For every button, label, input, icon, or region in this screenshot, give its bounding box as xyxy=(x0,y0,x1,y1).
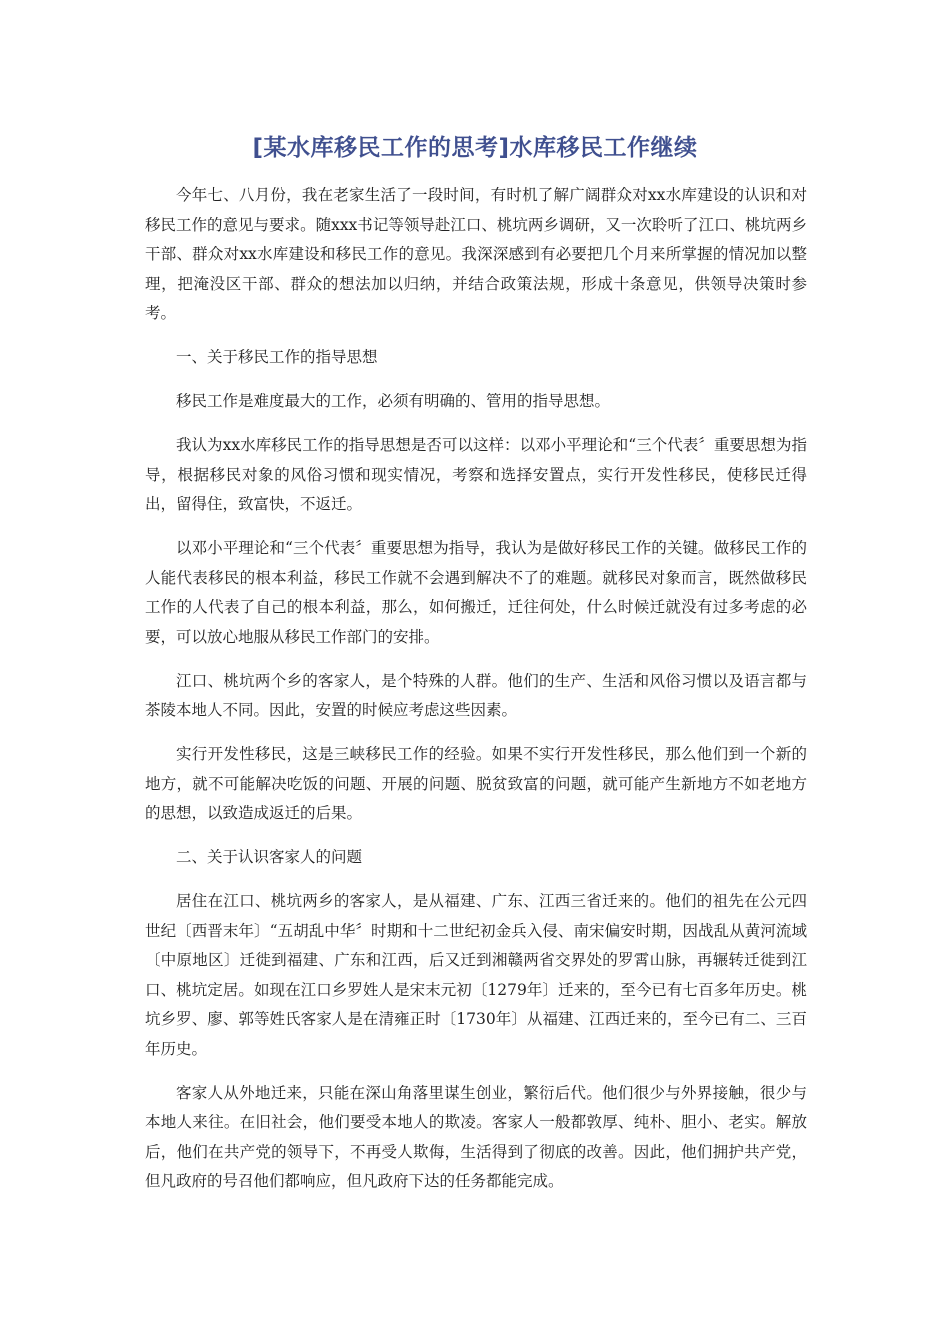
paragraph: 以邓小平理论和“三个代表〞重要思想为指导，我认为是做好移民工作的关键。做移民工作的人能代表移民的根本利益，移民工作就不会遇到解决不了的难题。就移民对象而言，既然做移民工作的人代表了自己的根本利益，那么，如何搬迁，迁往何处，什么时候迁就没有过多考虑的必要，可以放心地服从移民工作部门的安排。 xyxy=(145,539,807,646)
document-title: [某水库移民工作的思考]水库移民工作继续 xyxy=(252,135,698,161)
paragraph-intro: 今年七、八月份，我在老家生活了一段时间，有时机了解广阔群众对xx水库建设的认识和对移民工作的意见与要求。随xxx书记等领导赴江口、桃坑两乡调研，又一次聆听了江口、桃坑两乡干部、群众对xx水库建设和移民工作的意见。我深深感到有必要把几个月来所掌握的情况加以整理，把淹没区干部、群众的想法加以归纳，并结合政策法规，形成十条意见，供领导决策时参考。 xyxy=(145,186,807,322)
paragraph: 居住在江口、桃坑两乡的客家人，是从福建、广东、江西三省迁来的。他们的祖先在公元四世纪〔西晋末年〕“五胡乱中华〞时期和十二世纪初金兵入侵、南宋偏安时期，因战乱从黄河流域〔中原地区〕迁徙到福建、广东和江西，后又迁到湘赣两省交界处的罗霄山脉，再辗转迁徙到江口、桃坑定居。如现在江口乡罗姓人是宋末元初〔1279年〕迁来的，至今已有七百多年历史。桃坑乡罗、廖、郭等姓氏客家人是在清雍正时〔1730年〕从福建、江西迁来的，至今已有二、三百年历史。 xyxy=(145,892,807,1058)
paragraph: 移民工作是难度最大的工作，必须有明确的、管用的指导思想。 xyxy=(176,392,611,410)
paragraph: 我认为xx水库移民工作的指导思想是否可以这样：以邓小平理论和“三个代表〞重要思想为指导，根据移民对象的风俗习惯和现实情况，考察和选择安置点，实行开发性移民，使移民迁得出，留得住，致富快，不返迁。 xyxy=(145,436,807,513)
paragraph: 江口、桃坑两个乡的客家人，是个特殊的人群。他们的生产、生活和风俗习惯以及语言都与茶陵本地人不同。因此，安置的时候应考虑这些因素。 xyxy=(145,671,807,719)
document-body xyxy=(145,181,807,1211)
section-heading-1: 一、关于移民工作的指导思想 xyxy=(176,348,378,366)
paragraph: 客家人从外地迁来，只能在深山角落里谋生创业，繁衍后代。他们很少与外界接触，很少与本地人来往。在旧社会，他们要受本地人的欺凌。客家人一般都敦厚、纯朴、胆小、老实。解放后，他们在共产党的领导下，不再受人欺侮，生活得到了彻底的改善。因此，他们拥护共产党，但凡政府的号召他们都响应，但凡政府下达的任务都能完成。 xyxy=(145,1083,807,1190)
paragraph: 实行开发性移民，这是三峡移民工作的经验。如果不实行开发性移民，那么他们到一个新的地方，就不可能解决吃饭的问题、开展的问题、脱贫致富的问题，就可能产生新地方不如老地方的思想，以致造成返迁的后果。 xyxy=(145,745,807,822)
section-heading-2: 二、关于认识客家人的问题 xyxy=(176,848,363,866)
